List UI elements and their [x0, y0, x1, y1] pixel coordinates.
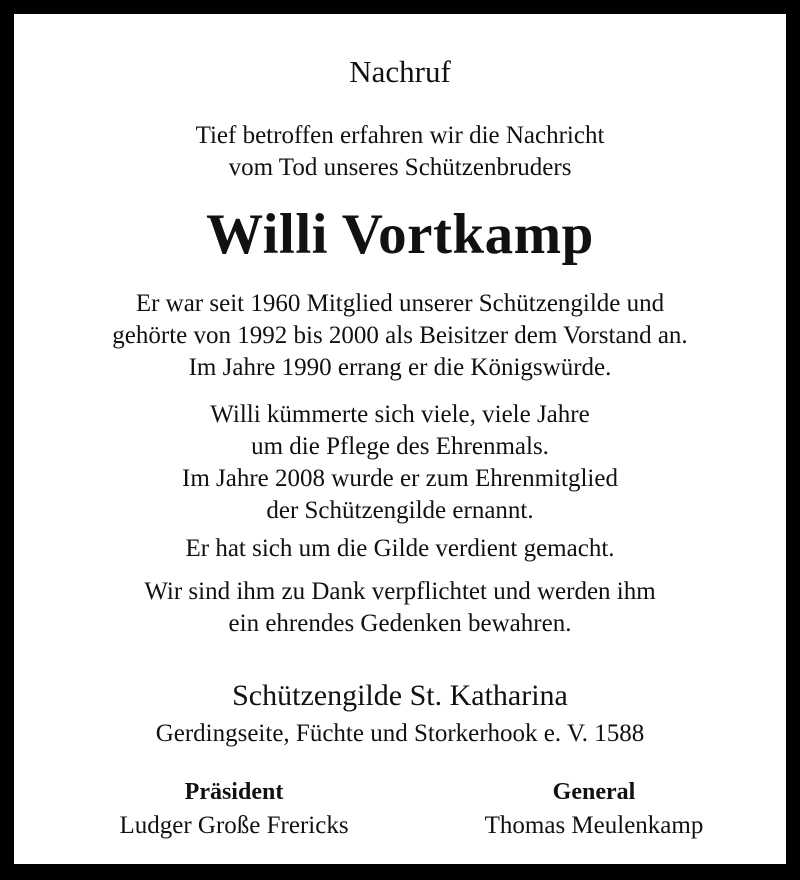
signatory-name: Ludger Große Frericks [119, 812, 349, 839]
signatory-general [464, 776, 724, 844]
paragraph-line: Wir sind ihm zu Dank verpflichtet und werden ihm [144, 578, 656, 605]
intro-line: Tief betroffen erfahren wir die Nachricht [195, 122, 605, 149]
paragraph-merit [14, 533, 786, 565]
paragraph-line: Im Jahre 1990 errang er die Königswürde. [188, 354, 612, 381]
paragraph-line: Er hat sich um die Gilde verdient gemacht. [185, 535, 615, 562]
signatory-president [104, 776, 364, 844]
signatory-title: Präsident [184, 779, 284, 805]
intro-text [14, 120, 786, 184]
paragraph-line: der Schützengilde ernannt. [266, 497, 534, 524]
paragraph-line: Er war seit 1960 Mitglied unserer Schützengilde und [135, 290, 665, 317]
deceased-name: Willi Vortkamp [206, 203, 594, 266]
paragraph-gratitude [14, 576, 786, 640]
organization-detail: Gerdingseite, Füchte und Storkerhook e. V. 1588 [155, 720, 645, 747]
paragraph-line: Willi kümmerte sich viele, viele Jahre [210, 401, 590, 428]
paragraph-memorial-care [14, 399, 786, 527]
paragraph-line: gehörte von 1992 bis 2000 als Beisitzer dem Vorstand an. [112, 322, 688, 349]
intro-line: vom Tod unseres Schützenbruders [228, 154, 572, 181]
paragraph-membership [14, 288, 786, 384]
notice-heading: Nachruf [349, 54, 451, 89]
paragraph-line: Im Jahre 2008 wurde er zum Ehrenmitglied [182, 465, 618, 492]
signatory-title: General [552, 779, 636, 805]
signatory-name: Thomas Meulenkamp [484, 812, 704, 839]
organization-name: Schützengilde St. Katharina [232, 679, 568, 712]
paragraph-line: ein ehrendes Gedenken bewahren. [228, 610, 572, 637]
paragraph-line: um die Pflege des Ehrenmals. [251, 433, 549, 460]
